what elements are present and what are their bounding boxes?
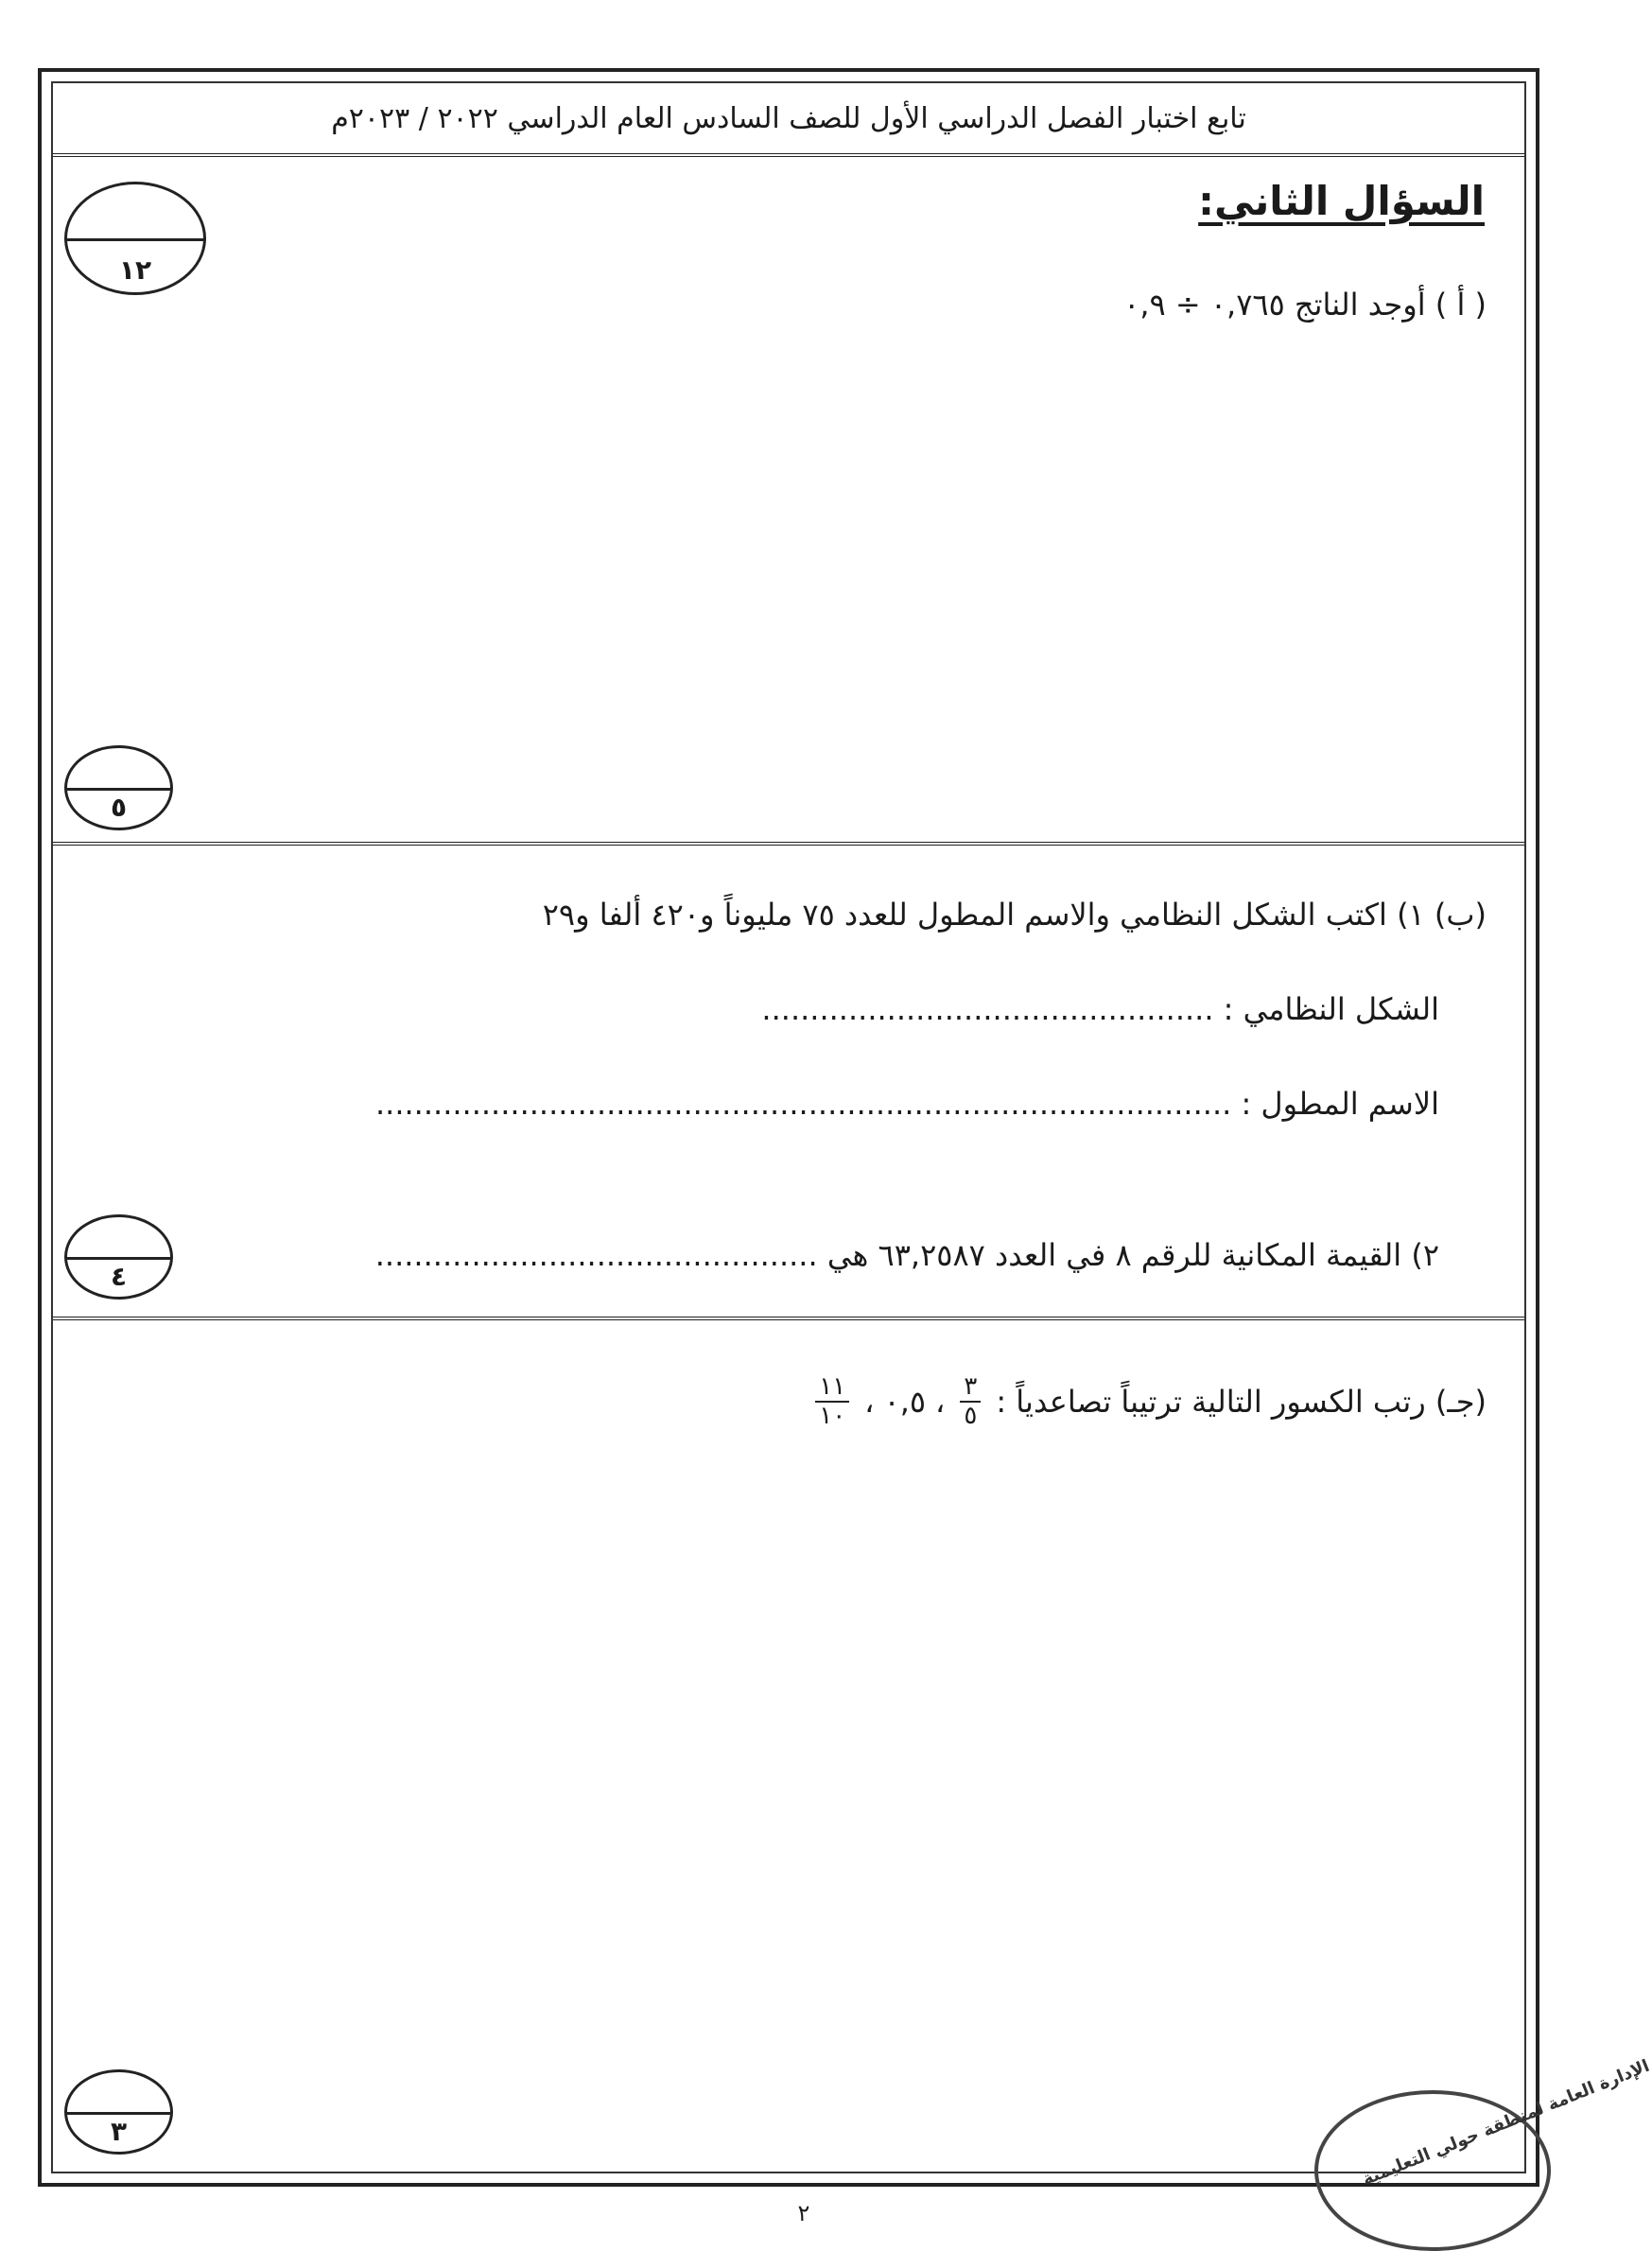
score-divider bbox=[67, 1257, 170, 1260]
inner-border bbox=[51, 81, 1526, 2173]
question-title: السؤال الثاني: bbox=[1198, 178, 1485, 224]
standard-form-line: الشكل النظامي : ............................................... bbox=[761, 991, 1439, 1027]
part-b-score: ٤ bbox=[110, 1260, 128, 1292]
section-divider-a bbox=[53, 842, 1524, 846]
expanded-name-line: الاسم المطول : ......................................................................................... bbox=[374, 1086, 1439, 1122]
section-divider-b bbox=[53, 1317, 1524, 1320]
fraction-denominator: ٥ bbox=[964, 1401, 978, 1430]
part-a-score: ٥ bbox=[110, 791, 128, 823]
part-a-score-circle bbox=[64, 745, 173, 830]
total-score-circle bbox=[64, 182, 206, 295]
part-c-text: (جـ) رتب الكسور التالية ترتيباً تصاعدياً : bbox=[996, 1383, 1487, 1420]
score-divider bbox=[67, 238, 203, 241]
part-a-text: ( أ ) أوجد الناتج ٠,٧٦٥ ÷ ٠,٩ bbox=[1123, 287, 1487, 323]
separator: ، bbox=[864, 1383, 875, 1420]
official-stamp bbox=[1314, 2055, 1652, 2251]
total-score: ١٢ bbox=[118, 254, 152, 287]
fraction-numerator: ١١ bbox=[815, 1373, 849, 1403]
fraction-numerator: ٣ bbox=[960, 1373, 981, 1403]
fraction-denominator: ١٠ bbox=[819, 1401, 846, 1430]
part-b-line1: (ب) ١) اكتب الشكل النظامي والاسم المطول للعدد ٧٥ مليوناً و٤٢٠ ألفا و٢٩ bbox=[542, 897, 1487, 933]
part-c-line bbox=[809, 1373, 1487, 1429]
fraction-three-fifths bbox=[960, 1373, 981, 1429]
score-divider bbox=[67, 2112, 170, 2115]
decimal-value: ٠,٥ bbox=[883, 1383, 927, 1420]
page-number: ٢ bbox=[797, 2200, 810, 2226]
exam-page bbox=[38, 68, 1539, 2187]
part-b-score-circle bbox=[64, 1214, 173, 1300]
separator: ، bbox=[935, 1383, 946, 1420]
part-c-score: ٣ bbox=[110, 2115, 128, 2147]
score-divider bbox=[67, 788, 170, 791]
exam-header bbox=[53, 83, 1524, 157]
header-title: تابع اختبار الفصل الدراسي الأول للصف السادس العام الدراسي ٢٠٢٢ / ٢٠٢٣م bbox=[331, 101, 1246, 135]
fraction-eleven-tenths bbox=[815, 1373, 849, 1429]
part-b-line2: ٢) القيمة المكانية للرقم ٨ في العدد ٦٣,٢٥٨٧ هي .............................................. bbox=[374, 1237, 1439, 1273]
part-c-score-circle bbox=[64, 2069, 173, 2155]
stamp-text: الإدارة العامة لمنطقة حولي التعليمية bbox=[1359, 2055, 1652, 2190]
